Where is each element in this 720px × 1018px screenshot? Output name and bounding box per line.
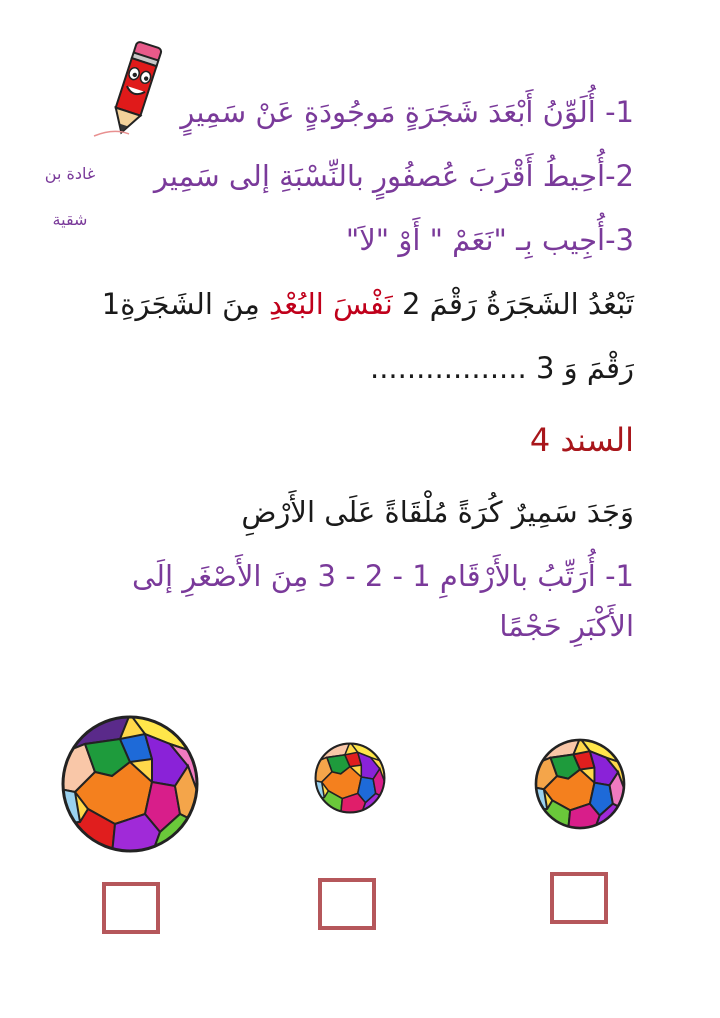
large-ball-icon: [60, 714, 200, 854]
statement-part-1: تَبْعُدُ الشَجَرَةُ رَقْمَ 2: [392, 287, 634, 321]
task-line-1: 1- أُرَتِّبُ بالأَرْقَامِ 1 - 2 - 3 مِنَ الأَصْغَرِ إلَى: [131, 559, 634, 593]
answer-box-small[interactable]: [318, 878, 376, 930]
statement-line-2: رَقْمَ وَ 3 .................: [370, 351, 634, 385]
statement-highlight: نَفْسَ البُعْدِ: [268, 287, 393, 321]
answer-box-medium[interactable]: [550, 872, 608, 924]
pencil-mascot-icon: [84, 36, 194, 146]
section-title: السند 4: [529, 421, 634, 459]
medium-ball-icon: [534, 738, 626, 830]
small-ball-icon: [314, 742, 386, 814]
author-name-line2: شقية: [52, 210, 88, 229]
task-line-2: الأَكْبَرِ حَجْمًا: [499, 609, 634, 643]
answer-box-large[interactable]: [102, 882, 160, 934]
instruction-2: 2-أُحِيطُ أَقْرَبَ عُصفُورٍ بالنِّسْبَةِ إلى سَمِير: [153, 159, 634, 193]
statement-line-1: [102, 284, 634, 324]
author-name-line1: غادة بن: [44, 164, 96, 183]
instruction-1: 1- أُلَوِّنُ أَبْعَدَ شَجَرَةٍ مَوجُودَةٍ عَنْ سَمِيرٍ: [180, 95, 634, 129]
statement-part-2: مِنَ الشَجَرَةِ1: [101, 287, 269, 321]
section-context: وَجَدَ سَمِيرٌ كُرَةً مُلْقَاةً عَلَى الأَرْضِ: [241, 495, 634, 529]
instruction-3: 3-أُجِيب بِـ "نَعَمْ " أَوْ "لاَ": [345, 223, 634, 257]
